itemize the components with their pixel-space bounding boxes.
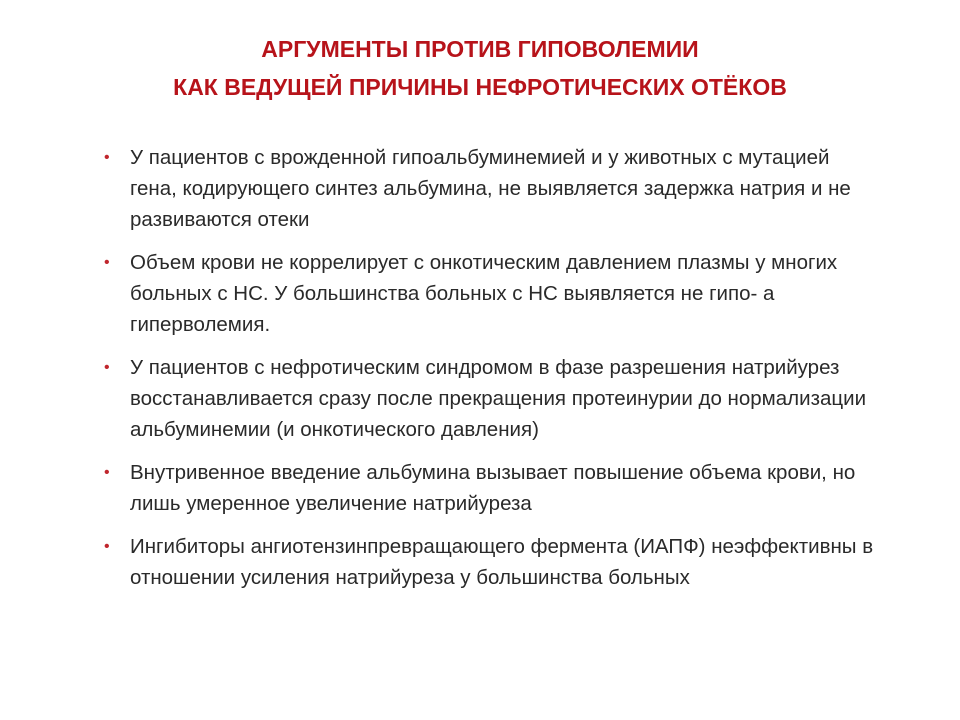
bullet-marker: • <box>104 464 110 481</box>
bullet-item <box>100 247 880 340</box>
bullet-item <box>100 457 880 519</box>
slide-title <box>0 30 960 106</box>
bullet-text: У пациентов с нефротическим синдромом в фазе разрешения натрийурез восстанавливается сразу после прекращения протеинурии до нормализации альбуминемии (и онкотического давления) <box>130 356 867 441</box>
bullet-item <box>100 142 880 235</box>
bullet-text: Объем крови не коррелирует с онкотическим давлением плазмы у многих больных с НС. У большинства больных с НС выявляется не гипо- а гиперволемия. <box>130 251 838 336</box>
bullet-item <box>100 352 880 445</box>
bullet-list <box>100 142 880 605</box>
bullet-item <box>100 531 880 593</box>
bullet-text: Ингибиторы ангиотензинпревращающего фермента (ИАПФ) неэффективны в отношении усиления натрийуреза у большинства больных <box>130 535 874 589</box>
bullet-marker: • <box>104 359 110 376</box>
bullet-marker: • <box>104 254 110 271</box>
bullet-marker: • <box>104 149 110 166</box>
title-line-1: АРГУМЕНТЫ ПРОТИВ ГИПОВОЛЕМИИ <box>261 36 699 62</box>
title-line-2: КАК ВЕДУЩЕЙ ПРИЧИНЫ НЕФРОТИЧЕСКИХ ОТЁКОВ <box>173 74 787 100</box>
bullet-text: Внутривенное введение альбумина вызывает повышение объема крови, но лишь умеренное увеличение натрийуреза <box>130 461 856 515</box>
bullet-text: У пациентов с врожденной гипоальбуминемией и у животных с мутацией гена, кодирующего синтез альбумина, не выявляется задержка натрия и не развиваются отеки <box>130 146 851 231</box>
bullet-marker: • <box>104 538 110 555</box>
